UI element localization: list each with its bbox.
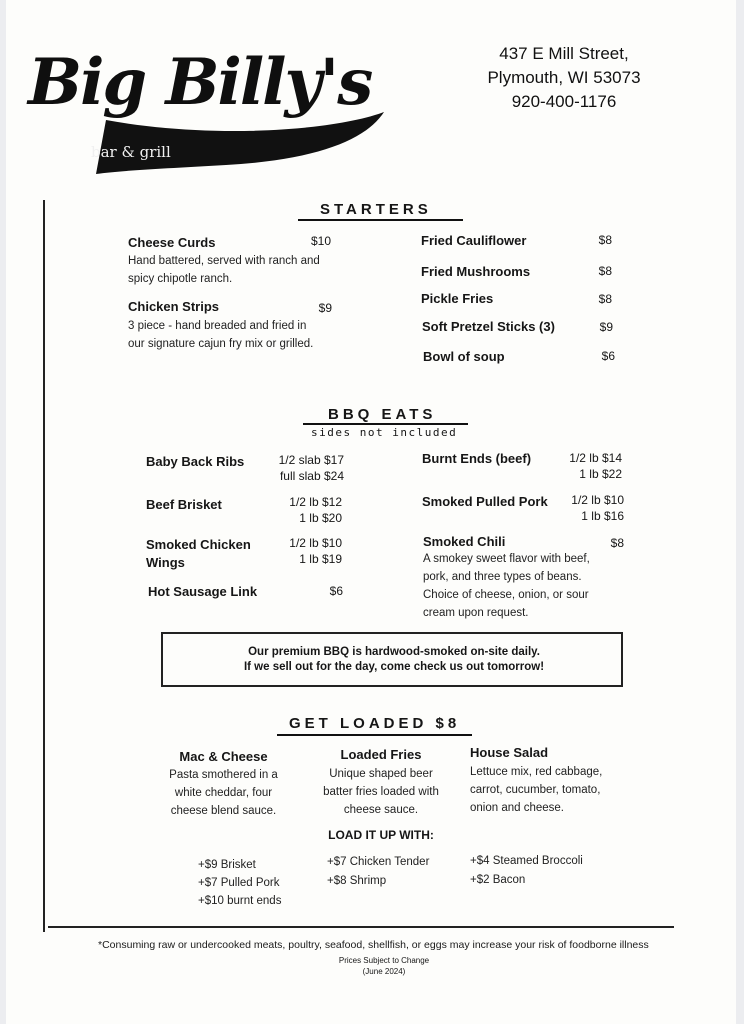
addon-item: +$4 Steamed Broccoli xyxy=(470,855,583,867)
loaded-item-desc: batter fries loaded with xyxy=(323,786,439,798)
menu-date: (June 2024) xyxy=(362,967,406,976)
menu-item-desc: 3 piece - hand breaded and fried in xyxy=(128,320,307,332)
prices-note: Prices Subject to Change xyxy=(338,956,430,965)
addon-item: +$8 Shrimp xyxy=(327,875,387,887)
loaded-item-desc: Unique shaped beer xyxy=(329,768,433,780)
menu-item-name: Pickle Fries xyxy=(421,291,494,306)
health-warning: *Consuming raw or undercooked meats, poultry, seafood, shellfish, or eggs may increase your risk of foodborne illness xyxy=(98,939,649,951)
menu-item-name: Smoked Chicken xyxy=(146,537,251,552)
menu-item-name: Bowl of soup xyxy=(423,349,505,364)
menu-item-name: Soft Pretzel Sticks (3) xyxy=(422,319,555,334)
menu-item-name: Chicken Strips xyxy=(128,299,220,314)
menu-item-price: $8 xyxy=(598,233,612,247)
loaded-item-name: Mac & Cheese xyxy=(179,749,268,764)
address-street: 437 E Mill Street, xyxy=(499,44,629,63)
loaded-item-desc: cheese sauce. xyxy=(343,804,419,816)
menu-item-name: Fried Mushrooms xyxy=(421,264,531,279)
menu-item-price: $9 xyxy=(318,301,332,315)
menu-item-name: Beef Brisket xyxy=(146,497,222,512)
loaded-item-name: House Salad xyxy=(470,745,549,760)
menu-item-price: $9 xyxy=(599,320,613,334)
loaded-underline xyxy=(277,734,472,736)
loaded-title: GET LOADED $8 xyxy=(289,715,461,732)
menu-item-desc: pork, and three types of beans. xyxy=(423,571,582,583)
menu-item-price: full slab $24 xyxy=(279,469,344,483)
menu-item-desc: spicy chipotle ranch. xyxy=(128,273,233,285)
bbq-notice-box xyxy=(161,632,623,687)
menu-item-name: Cheese Curds xyxy=(128,235,216,250)
loaded-item-desc: Pasta smothered in a xyxy=(169,769,278,781)
menu-item-desc: cream upon request. xyxy=(423,607,529,619)
bbq-title: BBQ EATS xyxy=(328,406,437,423)
loaded-item-name: Loaded Fries xyxy=(340,747,422,762)
menu-item-name: Fried Cauliflower xyxy=(421,233,527,248)
menu-item-name: Baby Back Ribs xyxy=(146,454,245,469)
menu-item-price: $8 xyxy=(598,264,612,278)
menu-item-desc: our signature cajun fry mix or grilled. xyxy=(128,338,314,350)
starters-underline xyxy=(298,219,463,221)
menu-item-price: 1 lb $16 xyxy=(581,509,624,523)
menu-item-name: Wings xyxy=(146,555,185,570)
bbq-notice-line2: If we sell out for the day, come check us out tomorrow! xyxy=(243,661,545,673)
menu-item-price: $6 xyxy=(601,349,615,363)
starters-title: STARTERS xyxy=(320,201,432,218)
loaded-item-desc: onion and cheese. xyxy=(470,802,564,814)
loaded-item-desc: Lettuce mix, red cabbage, xyxy=(470,766,603,778)
logo-subtitle: bar & grill xyxy=(91,143,171,161)
menu-item-price: 1/2 lb $10 xyxy=(571,493,624,507)
addon-item: +$9 Brisket xyxy=(198,859,256,871)
menu-item-price: $10 xyxy=(310,234,331,248)
menu-item-price: 1/2 lb $10 xyxy=(289,536,342,550)
menu-item-price: 1 lb $19 xyxy=(299,552,342,566)
addon-item: +$7 Pulled Pork xyxy=(198,877,280,889)
menu-item-price: 1 lb $22 xyxy=(579,467,622,481)
menu-item-price: $8 xyxy=(610,536,624,550)
load-it-up-title: LOAD IT UP WITH: xyxy=(328,828,434,842)
menu-item-name: Smoked Pulled Pork xyxy=(422,494,548,509)
menu-item-price: $8 xyxy=(598,292,612,306)
menu-sheet xyxy=(6,0,736,1024)
bbq-subtitle: sides not included xyxy=(311,426,458,439)
menu-item-name: Hot Sausage Link xyxy=(148,584,258,599)
phone-number: 920-400-1176 xyxy=(511,92,617,111)
addon-item: +$2 Bacon xyxy=(470,874,526,886)
loaded-item-desc: cheese blend sauce. xyxy=(170,805,277,817)
menu-item-price: 1/2 lb $12 xyxy=(289,495,342,509)
menu-item-price: 1/2 lb $14 xyxy=(569,451,622,465)
menu-item-name: Burnt Ends (beef) xyxy=(422,451,532,466)
addon-item: +$10 burnt ends xyxy=(198,895,282,907)
menu-item-desc: Hand battered, served with ranch and xyxy=(128,255,320,267)
logo-text: Big Billy's xyxy=(28,45,372,120)
loaded-item-desc: white cheddar, four xyxy=(174,787,273,799)
menu-item-desc: A smokey sweet flavor with beef, xyxy=(423,553,590,565)
menu-item-name: Smoked Chili xyxy=(423,534,506,549)
menu-item-price: 1/2 slab $17 xyxy=(278,453,344,467)
menu-item-price: $6 xyxy=(329,584,343,598)
address-city: Plymouth, WI 53073 xyxy=(487,68,641,87)
loaded-item-desc: carrot, cucumber, tomato, xyxy=(470,784,601,796)
left-border xyxy=(43,200,45,932)
menu-item-price: 1 lb $20 xyxy=(299,511,342,525)
bbq-notice-line1: Our premium BBQ is hardwood-smoked on-site daily. xyxy=(248,646,540,658)
menu-item-desc: Choice of cheese, onion, or sour xyxy=(423,589,589,601)
bottom-border xyxy=(48,926,674,928)
addon-item: +$7 Chicken Tender xyxy=(327,856,430,868)
bbq-underline xyxy=(303,423,468,425)
